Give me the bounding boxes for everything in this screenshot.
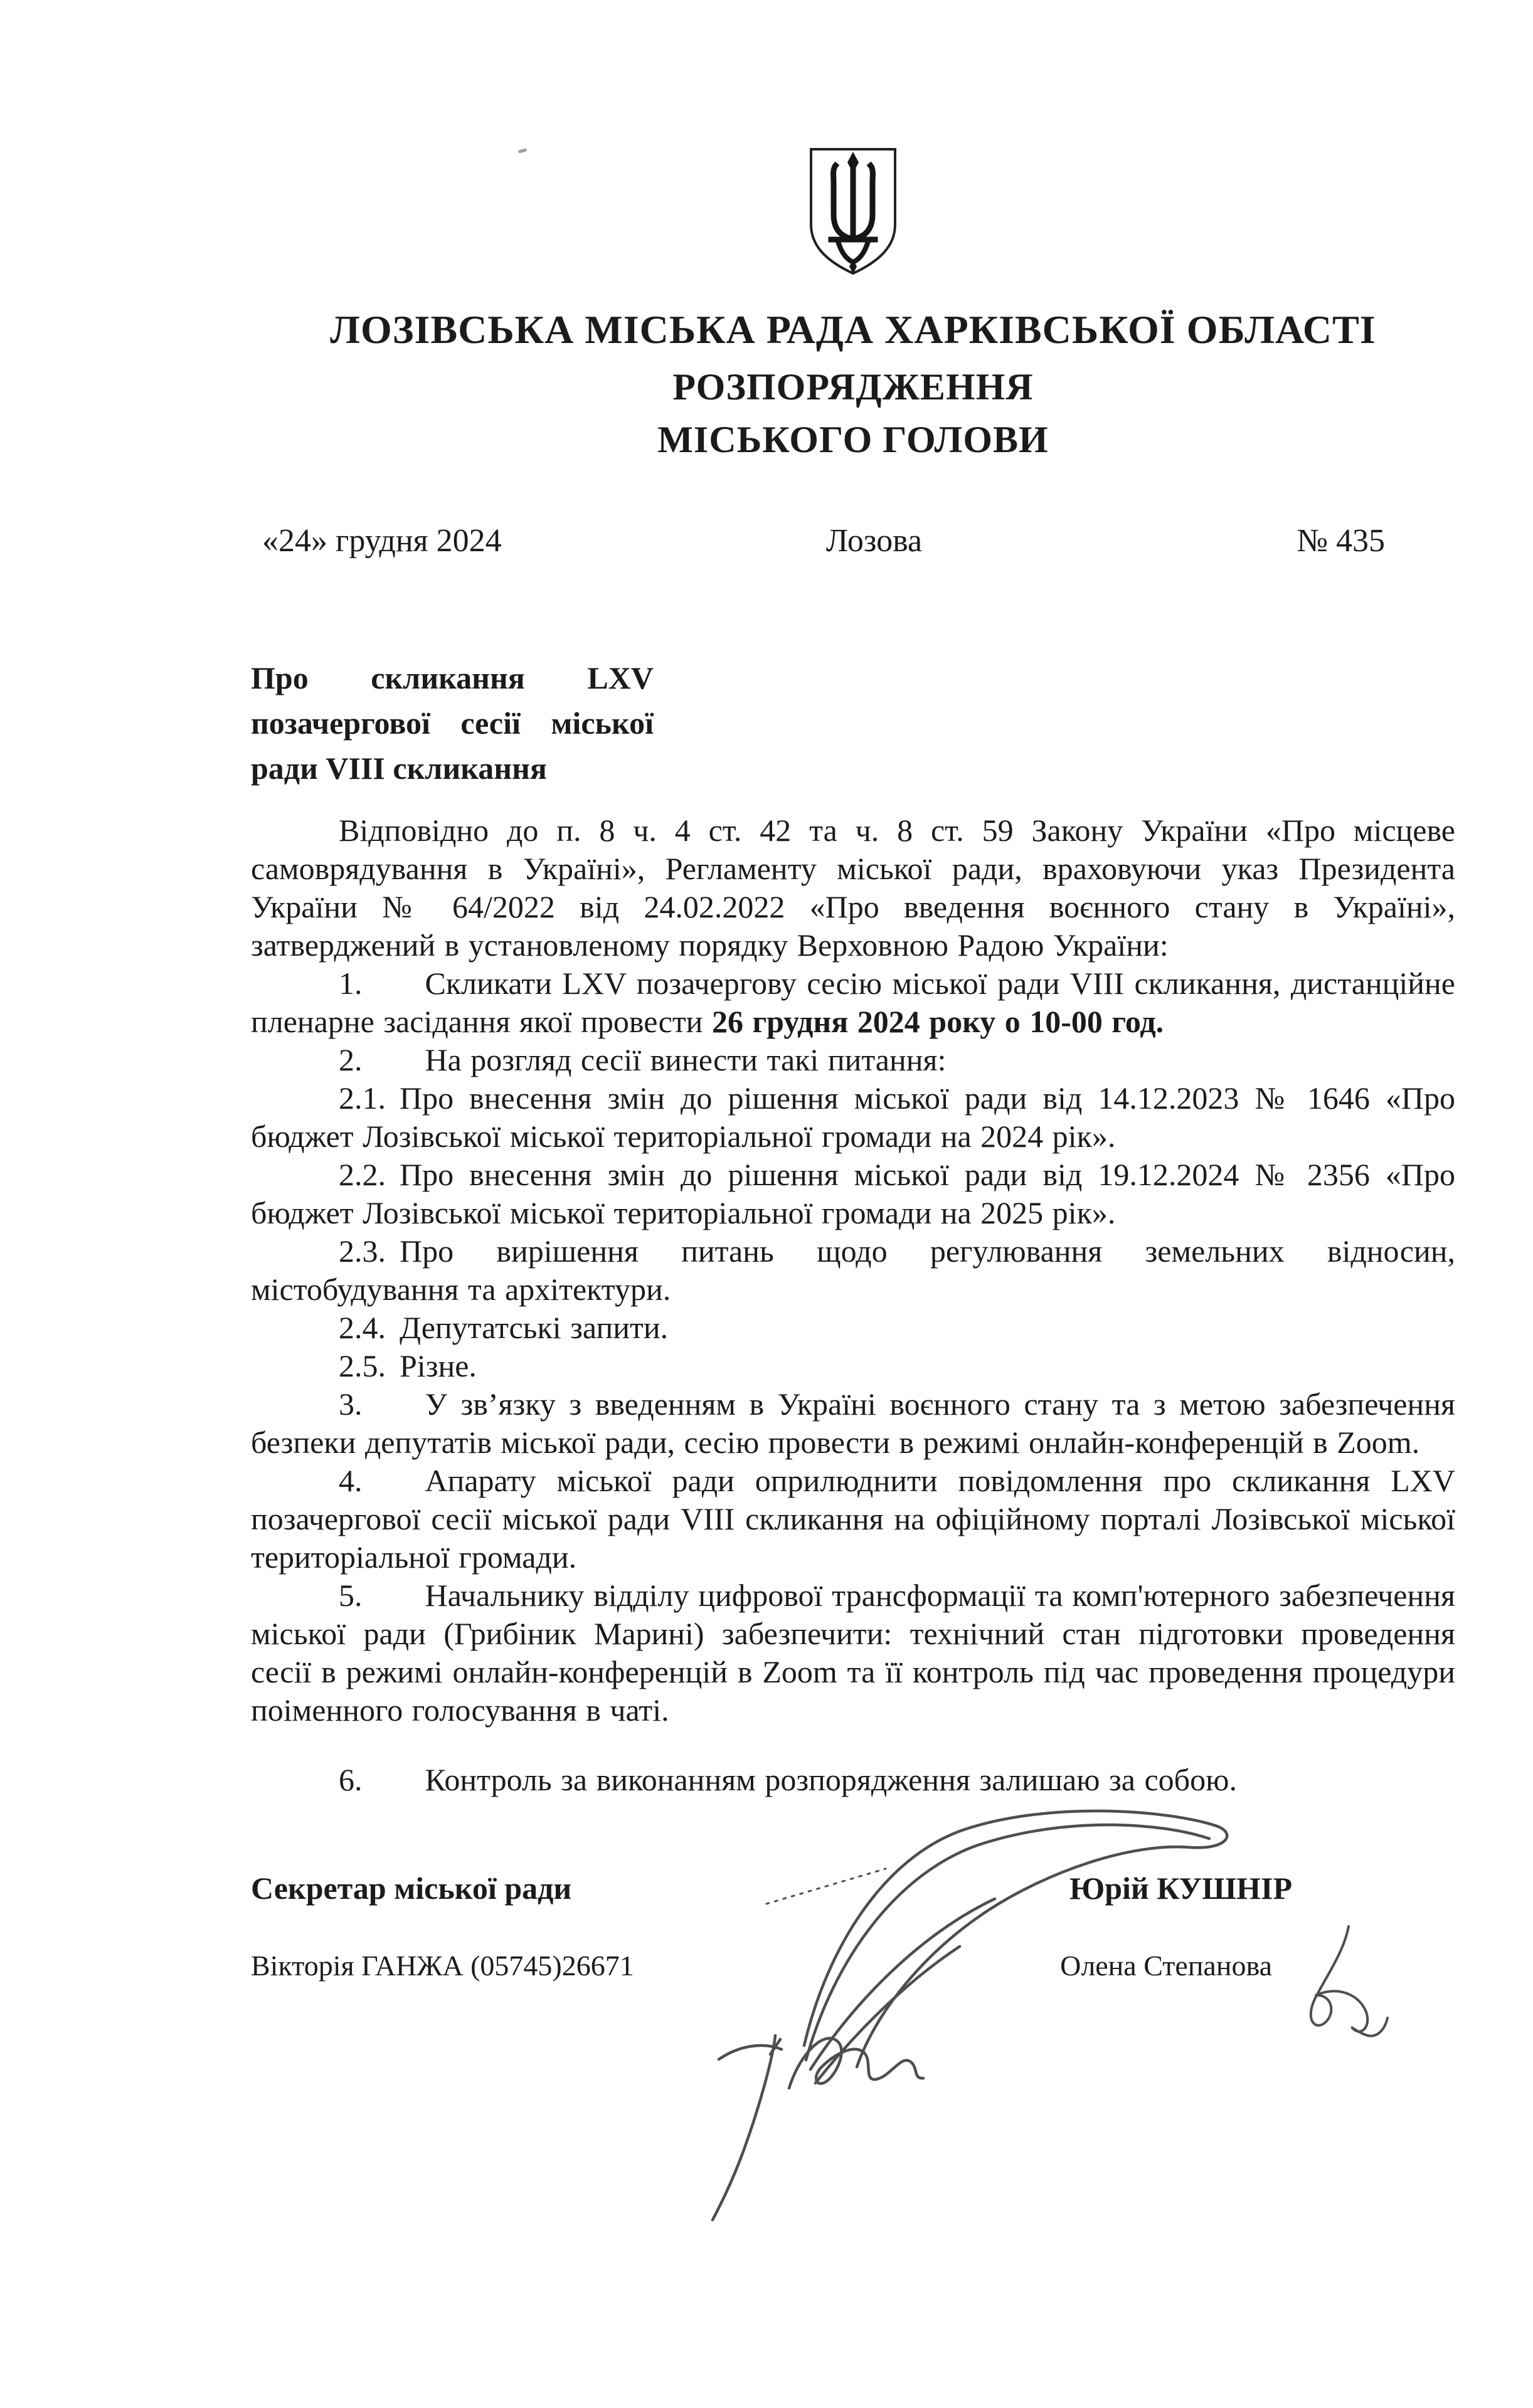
signature-title-row [251,1869,1455,1908]
order-item-6 [251,1761,1455,1799]
item-text: У зв’язку з введенням в Україні воєнного стану та з метою забезпечення безпеки депутатів міської ради, сесію провести в режимі онлайн-конференцій в Zoom. [251,1386,1455,1460]
item-number: 5. [339,1578,363,1613]
subject-line: позачергової сесії міської [251,705,654,741]
item-number: 3. [339,1386,363,1422]
document-date: «24» грудня 2024 [262,523,502,559]
tab-spacer [363,1605,425,1606]
item-text: Депутатські запити. [400,1310,669,1345]
item-text: Про внесення змін до рішення міської ради від 19.12.2024 № 2356 «Про бюджет Лозівської міської територіальної громади на 2025 рік». [251,1157,1455,1230]
executor-contact: Вікторія ГАНЖА (05745)26671 [251,1950,634,1982]
item-text-bold: 26 грудня 2024 року о 10-00 год. [711,1004,1164,1039]
item-text: Начальнику відділу цифрової трансформації та комп'ютерного забезпечення міської ради (Грибіник Марині) забезпечити: технічний стан підготовки проведення сесії в режимі онлайн-конференцій в Zoom та її контроль під час проведення процедури поіменного голосування в чаті. [251,1578,1455,1728]
item-text: Апарату міської ради оприлюднити повідомлення про скликання LXV позачергової сесії міської ради VIII скликання на офіційному порталі Лозівської міської територіальної громади. [251,1463,1455,1575]
subject-line: ради VIII скликання [251,751,547,786]
order-item-3 [251,1385,1455,1462]
preamble-paragraph: Відповідно до п. 8 ч. 4 ст. 42 та ч. 8 ст. 59 Закону України «Про місцеве самоврядування в Україні», Регламенту міської ради, враховуючи указ Президента України № 64/2022 від 24.02.2022 «Про введення воєнного стану в Україні», затверджений в установленому порядку Верховною Радою України: [251,813,1455,963]
item-text: Скликати LXV позачергову сесію міської ради VIII скликання, дистанційне пленарне засідання якої провести [251,966,1455,1039]
item-number: 6. [339,1762,363,1797]
document-subject [251,655,654,791]
item-number: 2. [339,1042,363,1077]
item-text: Контроль за виконанням розпорядження залишаю за собою. [425,1762,1237,1797]
item-number: 2.2. [339,1157,386,1192]
tab-spacer [363,993,425,994]
document-number: № 435 [1297,523,1385,559]
item-number: 4. [339,1463,363,1498]
organization-name: ЛОЗІВСЬКА МІСЬКА РАДА ХАРКІВСЬКОЇ ОБЛАСТІ [330,307,1376,352]
approver-name: Олена Степанова [1060,1950,1272,1982]
item-text: Про вирішення питань щодо регулювання земельних відносин, містобудування та архітектури. [251,1233,1455,1307]
subject-line: Про скликання LXV [251,660,654,695]
item-number: 2.3. [339,1233,386,1269]
item-number: 2.5. [339,1348,386,1383]
item-text: Різне. [400,1348,477,1383]
order-item-2-2 [251,1156,1455,1232]
item-number: 2.1. [339,1080,386,1116]
order-item-4 [251,1462,1455,1576]
order-item-2 [251,1041,1455,1079]
trident-emblem-svg [806,144,900,279]
document-content [251,0,1455,1985]
tab-spacer [386,1108,400,1109]
order-item-5 [251,1576,1455,1729]
document-type-title: РОЗПОРЯДЖЕННЯ [672,366,1034,408]
document-author-title: МІСЬКОГО ГОЛОВИ [657,419,1049,460]
signature-contact-row [251,1946,1455,1985]
item-number: 2.4. [339,1310,386,1345]
order-item-2-1 [251,1079,1455,1156]
document-place: Лозова [825,523,923,559]
order-item-2-4 [251,1309,1455,1347]
signatory-name: Юрій КУШНІР [1069,1871,1292,1906]
item-number: 1. [339,966,363,1001]
trident-emblem-icon [806,144,900,279]
document-body [251,811,1455,1799]
item-text: Про внесення змін до рішення міської ради від 14.12.2023 № 1646 «Про бюджет Лозівської міської територіальної громади на 2024 рік». [251,1080,1455,1154]
signatory-position: Секретар міської ради [251,1871,572,1906]
tab-spacer [386,1261,400,1262]
tab-spacer [363,1414,425,1415]
order-item-1 [251,964,1455,1041]
date-place-number-row [251,521,1455,561]
order-item-2-3 [251,1232,1455,1309]
order-item-2-5 [251,1347,1455,1385]
item-text: На розгляд сесії винести такі питання: [425,1042,947,1077]
